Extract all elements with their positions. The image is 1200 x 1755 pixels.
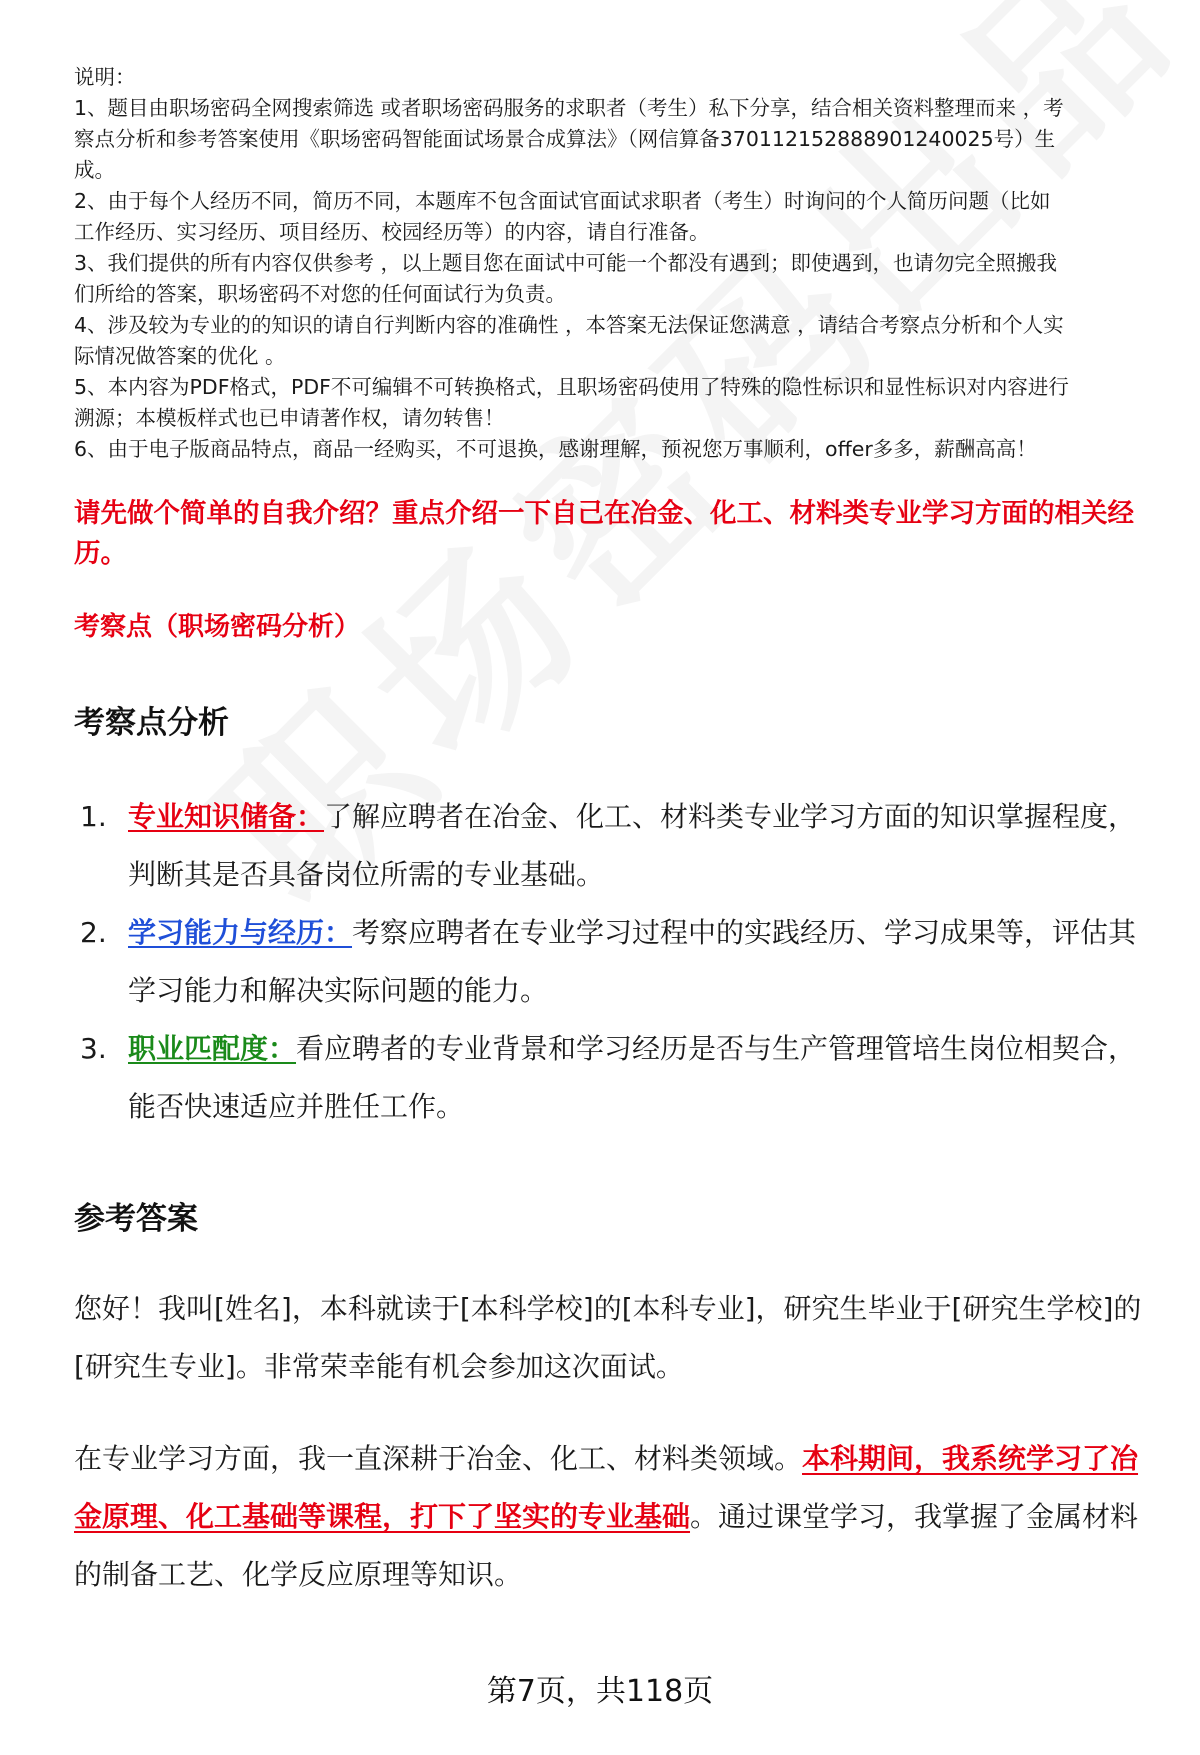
point-text: 了解应聘者在冶金、化工、材料类专业学习方面的知识掌握程度，判断其是否具备岗位所需的专业基础。 xyxy=(128,800,1137,891)
notes-line: 际情况做答案的优化 。 xyxy=(74,344,286,368)
point-body xyxy=(128,788,1140,904)
point-keyword: 职业匹配度： xyxy=(128,1032,297,1065)
notes-line: 工作经历、实习经历、项目经历、校园经历等）的内容，请自行准备。 xyxy=(74,220,710,244)
answer-heading: 参考答案 xyxy=(74,1201,198,1237)
notes-line: 6、由于电子版商品特点，商品一经购买，不可退换，感谢理解，预祝您万事顺利，offer多多，薪酬高高！ xyxy=(74,437,1037,461)
answer-paragraph xyxy=(74,1430,1154,1604)
point-text: 考察应聘者在专业学习过程中的实践经历、学习成果等，评估其学习能力和解决实际问题的能力。 xyxy=(128,916,1137,1007)
analysis-heading: 考察点分析 xyxy=(74,705,229,741)
page-number: 第7页，共118页 xyxy=(486,1674,714,1709)
notes-line: 5、本内容为PDF格式，PDF不可编辑不可转换格式，且职场密码使用了特殊的隐性标识和显性标识对内容进行 xyxy=(74,375,1069,399)
notes-line: 2、由于每个人经历不同，简历不同，本题库不包含面试官面试求职者（考生）时询问的个人简历问题（比如 xyxy=(74,189,1051,213)
analysis-point xyxy=(80,1020,1140,1136)
point-body xyxy=(128,904,1140,1020)
notes-line: 3、我们提供的所有内容仅供参考 ，以上题目您在面试中可能一个都没有遇到；即使遇到，也请勿完全照搬我 xyxy=(74,251,1058,275)
notes-line: 溯源；本模板样式也已申请著作权，请勿转售！ xyxy=(74,406,505,430)
answer-paragraph: 您好！我叫[姓名]，本科就读于[本科学校]的[本科专业]，研究生毕业于[研究生学校]的[研究生专业]。非常荣幸能有机会参加这次面试。 xyxy=(74,1292,1142,1383)
notes-title: 说明： xyxy=(74,65,136,89)
analysis-point xyxy=(80,904,1140,1020)
notes-line: 成。 xyxy=(74,158,115,182)
point-keyword: 学习能力与经历： xyxy=(128,916,353,949)
exam-point-label: 考察点（职场密码分析） xyxy=(74,612,361,642)
disclaimer-notes xyxy=(74,62,1164,465)
point-number: 3. xyxy=(80,1032,107,1065)
notes-line: 察点分析和参考答案使用《职场密码智能面试场景合成算法》（网信算备370112152888901240025号）生 xyxy=(74,127,1056,151)
answer-text: 。通过课堂学习，我掌握了金属材料的制备工艺、化学反应原理等知识。 xyxy=(74,1500,1139,1591)
point-text: 看应聘者的专业背景和学习经历是否与生产管理管培生岗位相契合，能否快速适应并胜任工作。 xyxy=(128,1032,1137,1123)
notes-line: 们所给的答案，职场密码不对您的任何面试行为负责。 xyxy=(74,282,566,306)
notes-line: 1、题目由职场密码全网搜索筛选 或者职场密码服务的求职者（考生）私下分享，结合相关资料整理而来 ，考 xyxy=(74,96,1064,120)
notes-line: 4、涉及较为专业的的知识的请自行判断内容的准确性 ，本答案无法保证您满意 ，请结合考察点分析和个人实 xyxy=(74,313,1064,337)
interview-question: 请先做个简单的自我介绍？重点介绍一下自己在冶金、化工、材料类专业学习方面的相关经历。 xyxy=(74,498,1134,569)
analysis-points xyxy=(80,788,1140,1136)
point-number: 1. xyxy=(80,800,107,833)
point-keyword: 专业知识储备： xyxy=(128,800,325,833)
point-number: 2. xyxy=(80,916,107,949)
analysis-point xyxy=(80,788,1140,904)
point-body xyxy=(128,1020,1140,1136)
answer-highlight: 本科期间，我系统学习了冶金原理、化工基础等课程，打下了坚实的专业基础 xyxy=(74,1442,1139,1533)
answer-text: 在专业学习方面，我一直深耕于冶金、化工、材料类领域。 xyxy=(74,1442,803,1475)
